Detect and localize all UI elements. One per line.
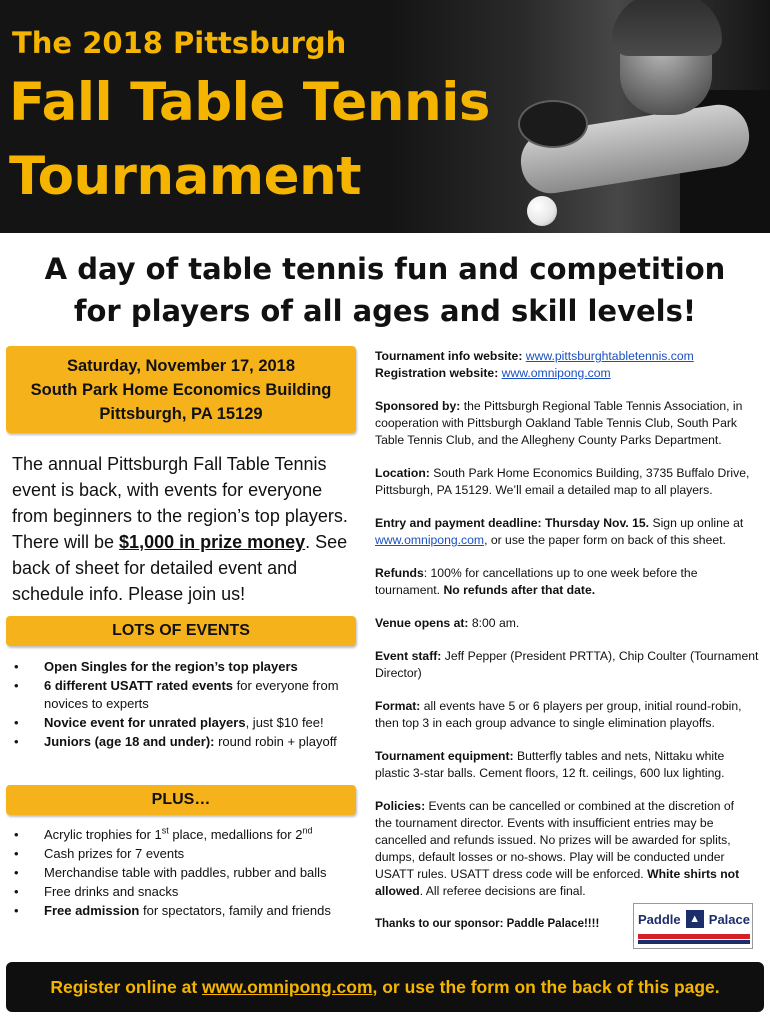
list-item [6,714,356,732]
list-item [6,864,356,882]
event-date: Saturday, November 17, 2018 [66,357,296,375]
left-column [6,346,356,918]
event-item-rest: round robin + playoff [214,734,337,749]
refunds-text: : 100% for cancellations up to one week before the tournament. [375,566,698,597]
plus-item-text: Merchandise table with paddles, rubber and balls [44,865,327,880]
page-title-line-2: Tournament [9,146,362,207]
logo-stripe-red [638,934,750,939]
bullet-icon: • [14,865,19,880]
policies-text: Events can be cancelled or combined at the discretion of the tournament director. Events with insufficient entries may be cancelled and refunds issued. No prizes will be awarded for splits, dumps, default losses or no-shows. Play will be conducted under USATT rules. USATT dress code will be enforced. [375,799,735,881]
list-item [6,677,356,713]
event-info-box [6,346,356,433]
websites-block [375,348,760,382]
tagline [0,248,770,332]
event-venue: South Park Home Economics Building [30,381,332,399]
staff-label: Event staff: [375,649,442,663]
venue-opens-label: Venue opens at: [375,616,469,630]
paddle-logo-icon: ▲ [686,910,704,928]
event-item-bold: 6 different USATT rated events [44,678,234,693]
bullet-icon: • [14,678,19,693]
plus-item-bold: Free admission [44,903,140,918]
bullet-icon: • [14,884,19,899]
location-block [375,465,760,499]
format-text: all events have 5 or 6 players per group, initial round-robin, then top 3 in each group advance to single elimination playoffs. [375,699,742,730]
registration-website-label: Registration website: [375,366,499,380]
ordinal-suffix: st [161,825,169,836]
equipment-text: Butterfly tables and nets, Nittaku white plastic 3-star balls. Cement floors, 12 ft. ceilings, 600 lux lighting. [375,749,725,780]
policies-dress-code: White shirts not allowed [375,867,740,898]
logo-stripe-blue [638,940,750,944]
header-subtitle: The 2018 Pittsburgh [12,26,347,60]
location-text: South Park Home Economics Building, 3735 Buffalo Drive, Pittsburgh, PA 15129. We’ll email a detailed map to all players. [375,466,750,497]
header-banner [0,0,770,233]
list-item [6,845,356,863]
ordinal-suffix: nd [302,825,313,836]
list-item [6,826,356,844]
plus-item-text: for spectators, family and friends [139,903,331,918]
policies-text: . All referee decisions are final. [419,884,586,898]
plus-item-text: Acrylic trophies for 1 [44,827,162,842]
paddle-palace-logo [633,903,753,949]
list-item [6,883,356,901]
logo-word-2: Palace [708,911,750,927]
intro-text-a: The annual Pittsburgh Fall Table Tennis event is back, with events for everyone from beginners to the region’s top players. There will be [12,454,348,552]
ball-icon [527,196,557,226]
info-website-link[interactable]: www.pittsburghtabletennis.com [525,349,694,363]
sponsored-text: the Pittsburgh Regional Table Tennis Association, in cooperation with Pittsburgh Oakland Table Tennis Club, South Park Table Tennis Club, and the Allegheny County Parks Department. [375,399,743,447]
refunds-label: Refunds [375,566,424,580]
event-item-bold: Juniors (age 18 and under): [44,734,215,749]
entry-signup-link[interactable]: www.omnipong.com [375,533,485,547]
footer-text-b: , or use the form on the back of this page. [372,977,720,997]
location-label: Location: [375,466,430,480]
page-title-line-1: Fall Table Tennis [9,72,490,133]
bullet-icon: • [14,659,19,674]
tagline-line-1: A day of table tennis fun and competition [44,252,726,286]
event-item-rest: , just $10 fee! [245,715,324,730]
plus-list [6,826,356,921]
footer-text-a: Register online at [50,977,203,997]
staff-text: Jeff Pepper (President PRTTA), Chip Coulter (Tournament Director) [375,649,759,680]
events-section-header: LOTS OF EVENTS [6,616,356,646]
sponsor-thanks: Thanks to our sponsor: Paddle Palace!!!! [375,918,600,930]
bullet-icon: • [14,827,19,842]
info-website-label: Tournament info website: [375,349,523,363]
registration-website-link[interactable]: www.omnipong.com [501,366,611,380]
list-item [6,658,356,676]
bullet-icon: • [14,846,19,861]
refunds-notice: No refunds after that date. [443,583,596,597]
event-item-bold: Open Singles for the region’s top players [44,659,298,674]
logo-word-1: Paddle [638,911,681,927]
intro-text-b: . See back of sheet for detailed event and schedule info. Please join us! [12,532,348,604]
equipment-block [375,748,760,782]
venue-opens-block [375,615,760,632]
details-column [375,348,760,949]
bullet-icon: • [14,715,19,730]
plus-item-text: Free drinks and snacks [44,884,179,899]
plus-section-header: PLUS… [6,785,356,815]
policies-label: Policies: [375,799,426,813]
sponsored-label: Sponsored by: [375,399,461,413]
format-block [375,698,760,732]
plus-item-text: place, medallions for 2 [168,827,303,842]
refunds-block [375,565,760,599]
event-city: Pittsburgh, PA 15129 [99,405,263,423]
entry-label: Entry and payment deadline: Thursday Nov. 15. [375,516,650,530]
plus-item-text: Cash prizes for 7 events [44,846,185,861]
list-item [6,902,356,920]
sponsored-block [375,398,760,449]
policies-block [375,798,760,900]
equipment-label: Tournament equipment: [375,749,514,763]
prize-money: $1,000 in prize money [119,532,306,552]
intro-paragraph [6,451,356,607]
tagline-line-2: for players of all ages and skill levels! [73,294,697,328]
venue-opens-text: 8:00 am. [468,616,520,630]
bullet-icon: • [14,734,19,749]
paddle-icon [518,100,588,148]
bullet-icon: • [14,903,19,918]
events-list [6,658,356,752]
footer-register-link[interactable]: www.omnipong.com [202,977,373,997]
player-photo-hair [612,0,722,56]
staff-block [375,648,760,682]
event-item-rest: for everyone from novices to experts [44,678,339,711]
format-label: Format: [375,699,421,713]
entry-text: Sign up online at [649,516,744,530]
register-footer-banner [6,962,764,1012]
entry-block [375,515,760,549]
list-item [6,733,356,751]
event-item-bold: Novice event for unrated players [44,715,246,730]
entry-text: , or use the paper form on back of this sheet. [484,533,726,547]
